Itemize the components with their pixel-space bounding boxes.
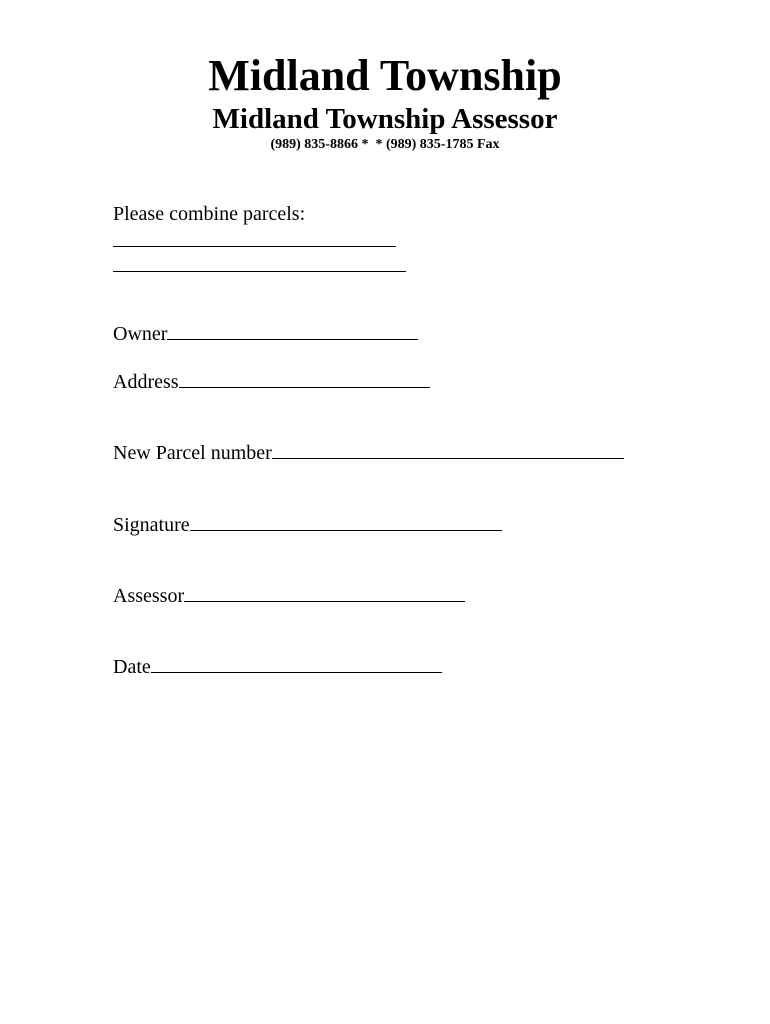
assessor-blank[interactable] [184, 583, 465, 602]
date-blank[interactable] [151, 654, 442, 673]
new-parcel-label: New Parcel number [113, 442, 272, 464]
new-parcel-field [113, 440, 624, 465]
parcel-blank-2[interactable] [113, 271, 406, 272]
assessor-label: Assessor [113, 585, 185, 607]
signature-blank[interactable] [190, 512, 502, 531]
date-label: Date [113, 656, 151, 678]
address-field [113, 369, 430, 394]
new-parcel-blank[interactable] [272, 440, 624, 459]
owner-field [113, 321, 418, 346]
signature-label: Signature [113, 514, 190, 536]
parcel-blank-1[interactable] [113, 246, 396, 247]
signature-field [113, 512, 502, 537]
combine-parcels-label: Please combine parcels: [113, 203, 306, 225]
page-subtitle: Midland Township Assessor [212, 103, 558, 135]
page-title: Midland Township [208, 51, 562, 100]
owner-blank[interactable] [167, 321, 418, 340]
contact-phone-fax: (989) 835-8866 * * (989) 835-1785 Fax [270, 137, 500, 152]
address-blank[interactable] [179, 369, 430, 388]
owner-label: Owner [113, 323, 168, 345]
assessor-field [113, 583, 465, 608]
address-label: Address [113, 371, 179, 393]
date-field [113, 654, 442, 679]
